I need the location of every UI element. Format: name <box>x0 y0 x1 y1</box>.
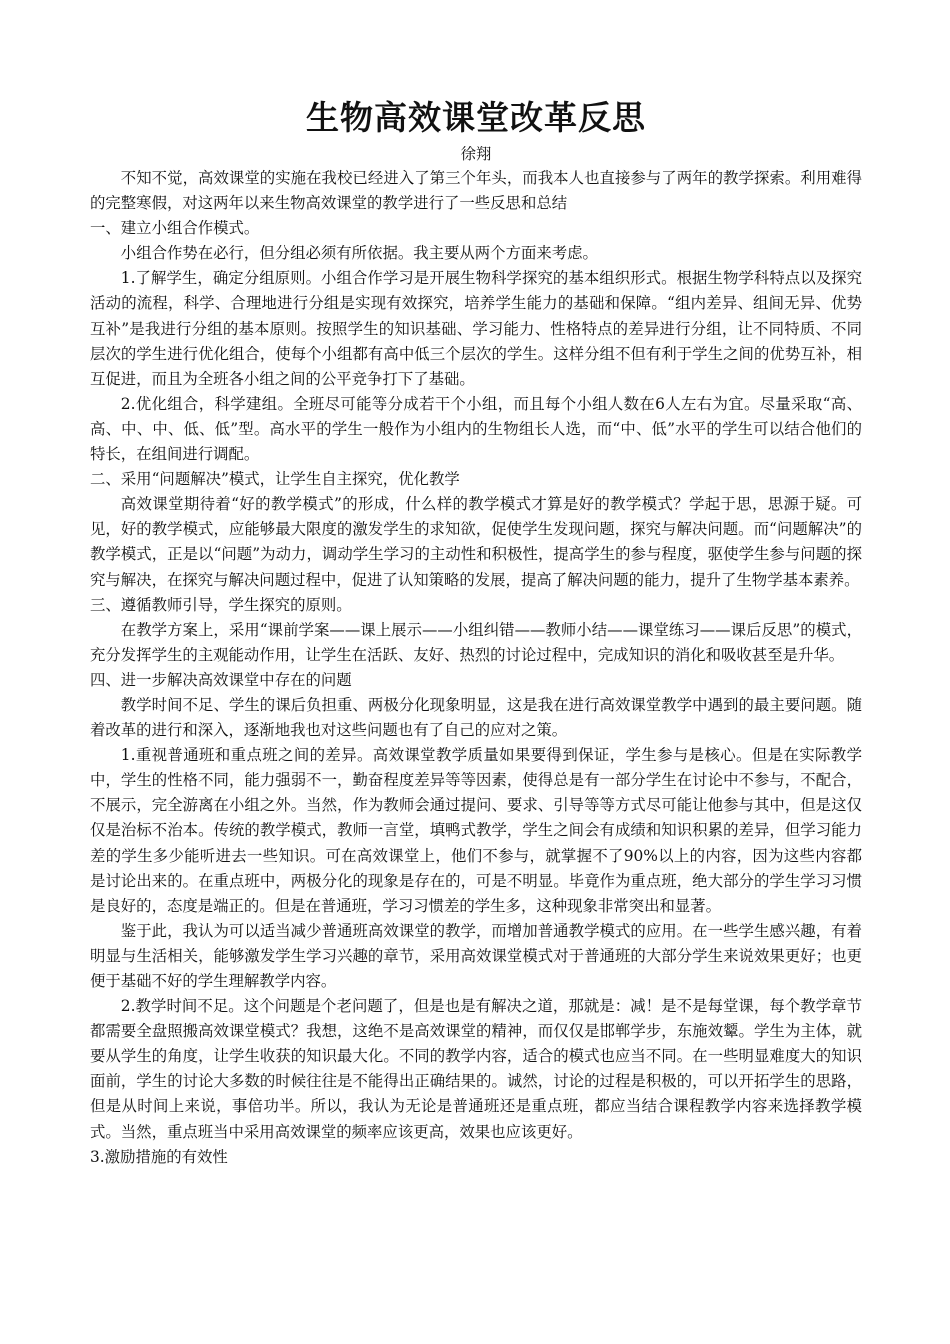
body-paragraph: 鉴于此，我认为可以适当减少普通班高效课堂的教学，而增加普通教学模式的应用。在一些学生感兴趣，有着明显与生活相关，能够激发学生学习兴趣的章节，采用高效课堂模式对于普通班的大部分学生来说效果更好；也更便于基础不好的学生理解教学内容。 <box>90 921 862 990</box>
body-paragraph: 高效课堂期待着“好的教学模式”的形成，什么样的教学模式才算是好的教学模式？学起于思，思源于疑。可见，好的教学模式，应能够最大限度的激发学生的求知欲，促使学生发现问题，探究与解决问题。而“问题解决”的教学模式，正是以“问题”为动力，调动学生学习的主动性和积极性，提高学生的参与程度，驱使学生参与问题的探究与解决，在探究与解决问题过程中，促进了认知策略的发展，提高了解决问题的能力，提升了生物学基本素养。 <box>90 495 862 589</box>
body-paragraph: 1.了解学生，确定分组原则。小组合作学习是开展生物科学探究的基本组织形式。根据生物学科特点以及探究活动的流程，科学、合理地进行分组是实现有效探究，培养学生能力的基础和保障。“组内差异、组间无异、优势互补”是我进行分组的基本原则。按照学生的知识基础、学习能力、性格特点的差异进行分组，让不同特质、不同层次的学生进行优化组合，使每个小组都有高中低三个层次的学生。这样分组不但有利于学生之间的优势互补，相互促进，而且为全班各小组之间的公平竞争打下了基础。 <box>90 269 862 388</box>
section-heading: 3.激励措施的有效性 <box>90 1147 228 1166</box>
body-paragraph: 在教学方案上，采用“课前学案——课上展示——小组纠错——教师小结——课堂练习——课后反思”的模式，充分发挥学生的主观能动作用，让学生在活跃、友好、热烈的讨论过程中，完成知识的消化和吸收甚至是升华。 <box>90 620 862 664</box>
body-paragraph: 2.优化组合，科学建组。全班尽可能等分成若干个小组，而且每个小组人数在6人左右为宜。尽量采取“高、高、中、中、低、低”型。高水平的学生一般作为小组内的生物组长人选，而“中、低”水平的学生可以结合他们的特长，在组间进行调配。 <box>90 394 862 464</box>
body-paragraph: 2.教学时间不足。这个问题是个老问题了，但是也是有解决之道，那就是：减！是不是每堂课，每个教学章节都需要全盘照搬高效课堂模式？我想，这绝不是高效课堂的精神，而仅仅是邯郸学步，东施效颦。学生为主体，就要从学生的角度，让学生收获的知识最大化。不同的教学内容，适合的模式也应当不同。在一些明显难度大的知识面前，学生的讨论大多数的时候往往是不能得出正确结果的。诚然，讨论的过程是积极的，可以开拓学生的思路，但是从时间上来说，事倍功半。所以，我认为无论是普通班还是重点班，都应当结合课程教学内容来选择教学模式。当然，重点班当中采用高效课堂的频率应该更高，效果也应该更好。 <box>90 997 862 1141</box>
section-heading: 四、进一步解决高效课堂中存在的问题 <box>90 670 352 689</box>
document-body <box>90 166 862 1170</box>
section-heading: 一、建立小组合作模式。 <box>90 219 260 238</box>
body-paragraph: 小组合作势在必行，但分组必须有所依据。我主要从两个方面来考虑。 <box>120 244 598 263</box>
body-paragraph: 不知不觉，高效课堂的实施在我校已经进入了第三个年头，而我本人也直接参与了两年的教学探索。利用难得的完整寒假，对这两年以来生物高效课堂的教学进行了一些反思和总结 <box>90 169 862 213</box>
document-title: 生物高效课堂改革反思 <box>306 98 646 137</box>
body-paragraph: 1.重视普通班和重点班之间的差异。高效课堂教学质量如果要得到保证，学生参与是核心。但是在实际教学中，学生的性格不同，能力强弱不一，勤奋程度差异等等因素，使得总是有一部分学生在讨论中不参与，不配合，不展示，完全游离在小组之外。当然，作为教师会通过提问、要求、引导等等方式尽可能让他参与其中，但是这仅仅是治标不治本。传统的教学模式，教师一言堂，填鸭式教学，学生之间会有成绩和知识积累的差异，但学习能力差的学生多少能听进去一些知识。可在高效课堂上，他们不参与，就掌握不了90%以上的内容，因为这些内容都是讨论出来的。在重点班中，两极分化的现象是存在的，可是不明显。毕竟作为重点班，绝大部分的学生学习习惯是良好的，态度是端正的。但是在普通班，学习习惯差的学生多，这种现象非常突出和显著。 <box>90 746 862 915</box>
section-heading: 二、采用“问题解决”模式，让学生自主探究，优化教学 <box>90 470 460 489</box>
body-paragraph: 教学时间不足、学生的课后负担重、两极分化现象明显，这是我在进行高效课堂教学中遇到的最主要问题。随着改革的进行和深入，逐渐地我也对这些问题也有了自己的应对之策。 <box>90 695 862 740</box>
document-author: 徐翔 <box>460 145 492 163</box>
section-heading: 三、遵循教师引导，学生探究的原则。 <box>90 595 352 614</box>
